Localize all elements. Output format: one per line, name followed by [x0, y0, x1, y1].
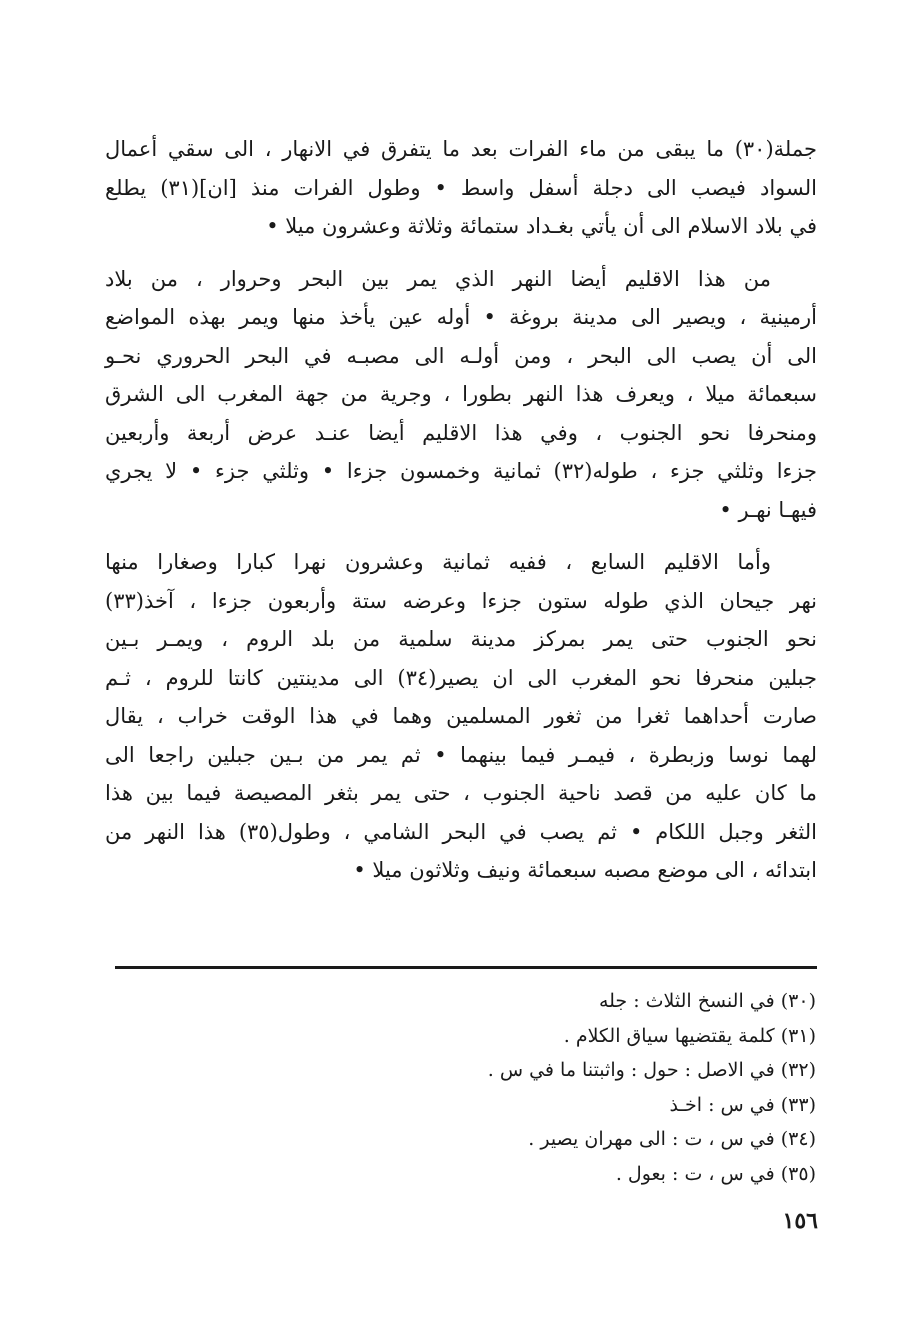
text-line: سبعمائة ميلا ، ويعرف هذا النهر بطورا ، وجرية من جهة المغرب الى الشرق [105, 382, 817, 406]
footnote: (٣٣) في س : اخـذ [669, 1093, 816, 1116]
footnote: (٣٢) في الاصل : حول : واثبتنا ما في س . [487, 1059, 816, 1081]
text-line: نحو الجنوب حتى يمر بمركز مدينة سلمية من بلد الروم ، ويمـر بـين [105, 627, 817, 651]
footnotes-list [216, 984, 816, 1191]
paragraph-2 [105, 260, 817, 530]
text-line: من هذا الاقليم أيضا النهر الذي يمر بين البحر وحروار ، من بلاد [105, 266, 771, 291]
text-line: نهر جيحان الذي طوله ستون جزءا وعرضه ستة وأربعون جزءا ، آخذ(٣٣) [105, 588, 817, 613]
text-line: ومنحرفا نحو الجنوب ، وفي هذا الاقليم أيضا عنـد عرض أربعة وأربعين [105, 420, 817, 445]
paragraph-3 [105, 543, 817, 890]
text-line: جزءا وثلثي جزء ، طوله(٣٢) ثمانية وخمسون جزءا • وثلثي جزء • لا يجري [105, 459, 817, 483]
page-number: ١٥٦ [782, 1208, 818, 1234]
text-line: صارت أحداهما ثغرا من ثغور المسلمين وهما في هذا الوقت خراب ، يقال [105, 704, 817, 728]
text-line: ما كان عليه من قصد ناحية الجنوب ، حتى يمر بثغر المصيصة فيما بين هذا [105, 781, 817, 805]
text-line: جبلين منحرفا نحو المغرب الى ان يصير(٣٤) الى مدينتين كانتا للروم ، ثـم [105, 665, 817, 690]
text-line: في بلاد الاسلام الى أن يأتي بغـداد ستمائة وثلاثة وعشرون ميلا • [266, 214, 817, 238]
text-line: لهما نوسا وزبطرة ، فيمـر فيما بينهما • ثم يمر من بـين جبلين راجعا الى [105, 742, 817, 767]
text-line: فيهـا نهـر • [719, 497, 817, 522]
paragraph-1 [105, 130, 817, 246]
footnote: (٣١) كلمة يقتضيها سياق الكلام . [563, 1024, 816, 1047]
footnote: (٣٠) في النسخ الثلاث : جله [598, 990, 816, 1012]
text-line: السواد فيصب الى دجلة أسفل واسط • وطول الفرات منذ [ان](٣١) يطلع [105, 175, 817, 200]
footnote: (٣٤) في س ، ت : الى مهران يصير . [528, 1128, 816, 1150]
text-line: أرمينية ، ويصير الى مدينة بروغة • أوله عين يأخذ منها ويمر بهذه المواضع [105, 305, 817, 329]
text-line: الى أن يصب الى البحر ، ومن أولـه الى مصبـه في البحر الحروري نحـو [105, 343, 817, 368]
footnote-divider [115, 966, 817, 969]
text-line: الثغر وجبل اللكام • ثم يصب في البحر الشامي ، وطول(٣٥) هذا النهر من [105, 819, 817, 844]
footnote: (٣٥) في س ، ت : بعول . [615, 1162, 816, 1185]
text-line: ابتدائه ، الى موضع مصبه سبعمائة ونيف وثلاثون ميلا • [353, 858, 817, 882]
text-line: جملة(٣٠) ما يبقى من ماء الفرات بعد ما يتفرق في الانهار ، الى سقي أعمال [105, 137, 817, 161]
text-line: وأما الاقليم السابع ، ففيه ثمانية وعشرون نهرا كبارا وصغارا منها [105, 550, 771, 574]
body-text [105, 130, 817, 904]
